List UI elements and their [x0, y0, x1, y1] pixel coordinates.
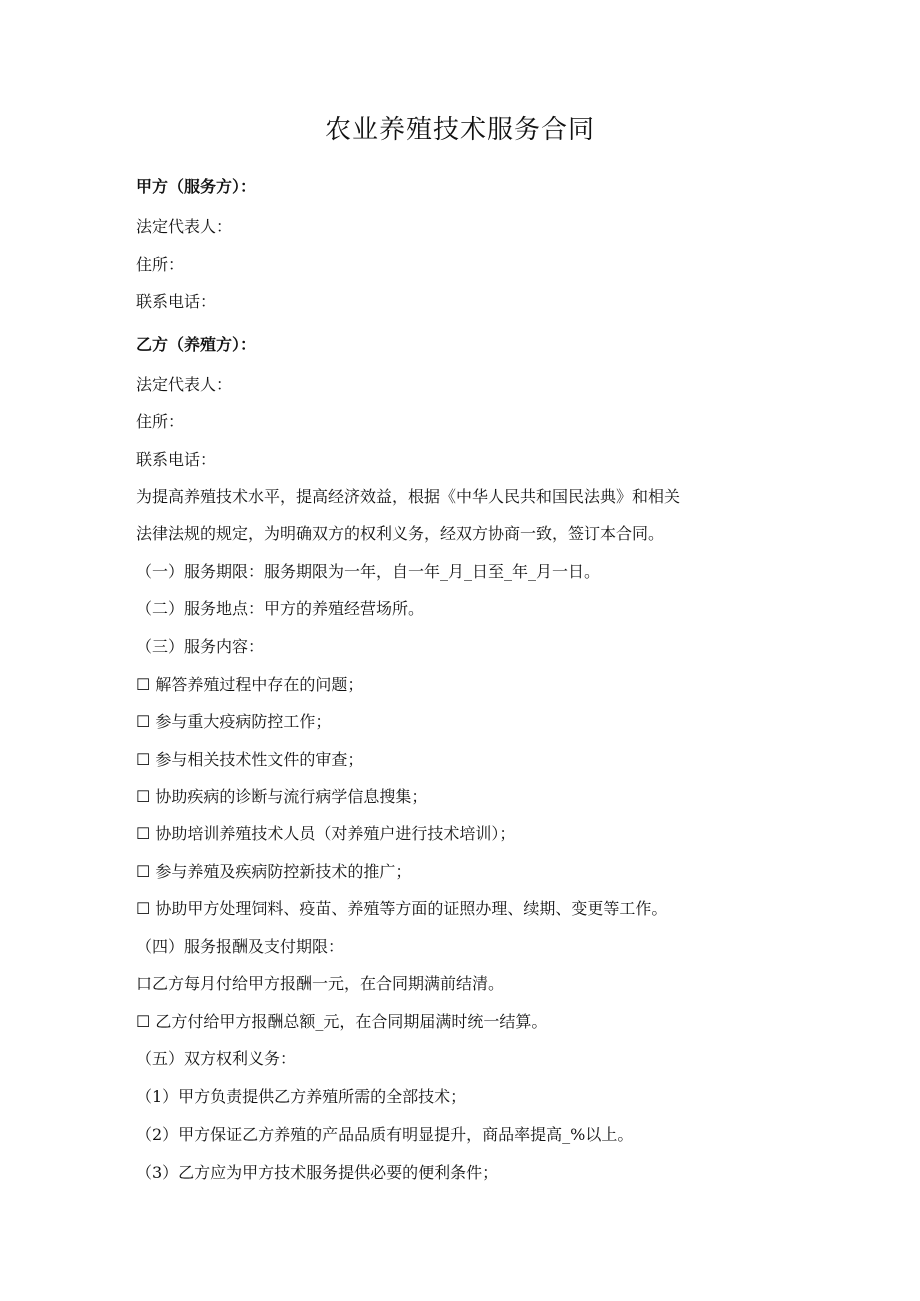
party-b-heading: 乙方（养殖方）：	[136, 335, 257, 354]
service-item: ☐ 参与养殖及疾病防控新技术的推广；	[136, 862, 412, 881]
service-item: ☐ 参与相关技术性文件的审查；	[136, 750, 364, 769]
service-item: ☐ 协助甲方处理饲料、疫苗、养殖等方面的证照办理、续期、变更等工作。	[136, 899, 668, 918]
preamble-line: 法律法规的规定，为明确双方的权利义务，经双方协商一致，签订本合同。	[136, 524, 665, 543]
section-service-location: （二）服务地点：甲方的养殖经营场所。	[136, 599, 425, 618]
service-item: ☐ 参与重大疫病防控工作；	[136, 712, 332, 731]
rights-item: （3）乙方应为甲方技术服务提供必要的便利条件；	[136, 1163, 499, 1182]
service-item: ☐ 解答养殖过程中存在的问题；	[136, 675, 364, 694]
rights-item: （1）甲方负责提供乙方养殖所需的全部技术；	[136, 1087, 467, 1106]
preamble-line: 为提高养殖技术水平，提高经济效益，根据《中华人民共和国民法典》和相关	[136, 487, 681, 506]
party-b-phone: 联系电话：	[136, 450, 217, 469]
party-a-heading: 甲方（服务方）：	[136, 177, 257, 196]
rights-item: （2）甲方保证乙方养殖的产品品质有明显提升，商品率提高_%以上。	[136, 1125, 634, 1144]
section-rights: （五）双方权利义务：	[136, 1049, 297, 1068]
party-a-address: 住所：	[136, 255, 185, 274]
payment-item: 口乙方每月付给甲方报酬一元，在合同期满前结清。	[136, 974, 505, 993]
section-service-content: （三）服务内容：	[136, 637, 265, 656]
service-item: ☐ 协助疾病的诊断与流行病学信息搜集；	[136, 787, 428, 806]
section-payment: （四）服务报酬及支付期限：	[136, 937, 345, 956]
party-b-representative: 法定代表人：	[136, 375, 233, 394]
section-service-period: （一）服务期限：服务期限为一年，自一年_月_日至_年_月一日。	[136, 562, 601, 581]
party-a-representative: 法定代表人：	[136, 217, 233, 236]
document-title: 农业养殖技术服务合同	[324, 115, 595, 145]
service-item: ☐ 协助培训养殖技术人员（对养殖户进行技术培训）；	[136, 824, 516, 843]
party-a-phone: 联系电话：	[136, 292, 217, 311]
payment-item: ☐ 乙方付给甲方报酬总额_元，在合同期届满时统一结算。	[136, 1012, 548, 1031]
party-b-address: 住所：	[136, 412, 185, 431]
